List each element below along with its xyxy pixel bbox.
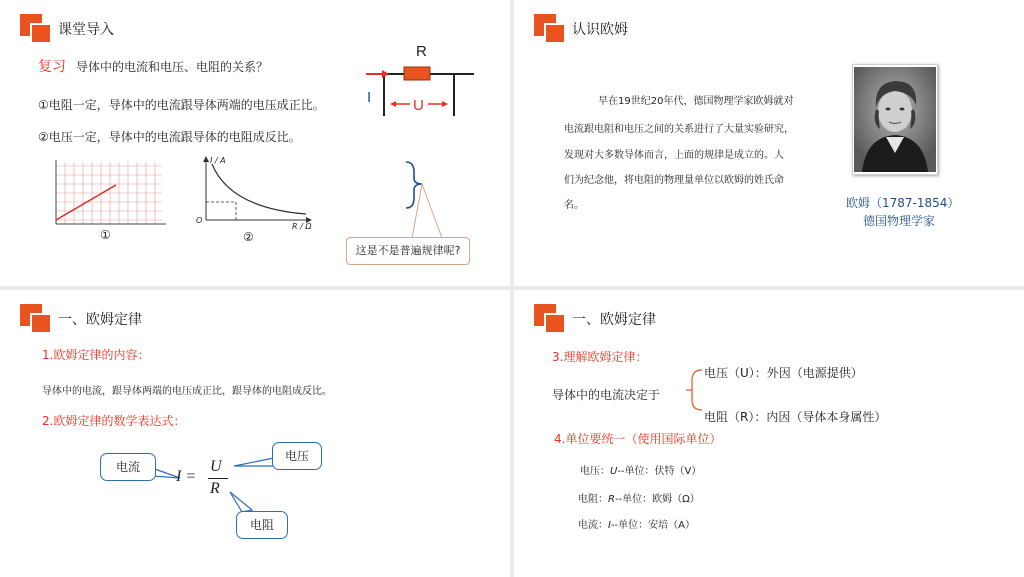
graph2-origin: O [196,216,203,225]
slide-title: 一、欧姆定律 [572,312,656,328]
heading-law-content: 1.欧姆定律的内容： [42,348,150,362]
heading-law-expression: 2.欧姆定律的数学表达式： [42,414,186,428]
paragraph-line-5: 名。 [564,200,584,211]
law-content-text: 导体中的电流，跟导体两端的电压成正比，跟导体的电阻成反比。 [42,386,332,397]
bracket-icon [682,366,706,414]
logo-squares-icon [534,14,566,44]
brace-pointer [400,158,450,244]
brace-icon [406,162,422,208]
heading-units: 4.单位要统一（使用国际单位） [554,432,722,446]
resistor-label: R [416,43,427,60]
slide-title: 一、欧姆定律 [58,312,142,328]
fraction-bar [208,478,228,479]
unit-current: 电流：I--单位：安培（A） [578,520,696,531]
graph2-ylabel: I / A [210,156,226,165]
unit-resistance: 电阻：R--单位：欧姆（Ω） [578,494,700,505]
formula-lhs: I = [176,468,197,485]
unit-voltage: 电压：U--单位：伏特（V） [580,466,702,477]
slide-title: 课堂导入 [58,22,114,38]
current-arrow-icon [382,70,389,78]
factor-resistance: 电阻（R）：内因（导体本身属性） [704,410,887,424]
portrait-caption-role: 德国物理学家 [863,214,936,228]
graph1-caption: ① [100,228,111,242]
logo-squares-icon [20,14,52,44]
slide-title: 认识欧姆 [572,22,628,38]
portrait-person-icon [854,67,936,172]
slide-understand-ohms-law [514,290,1024,577]
voltage-arrow-right-icon [442,101,448,107]
callout-resistance: 电阻 [236,511,288,539]
resistor-icon [404,67,430,80]
formula-denominator: R [210,480,220,497]
circuit-diagram [362,40,480,120]
paragraph-line-1: 早在19世纪20年代，德国物理学家欧姆就对 [598,96,794,107]
question-bubble: 这是不是普遍规律呢? [346,237,470,265]
inverse-curve [212,164,306,214]
graph2-caption: ② [243,230,254,244]
graph2-xlabel: R / Ω [292,222,312,231]
y-axis-arrow-icon [203,156,209,162]
review-question: 导体中的电流和电压、电阻的关系？ [76,60,269,74]
point-two: ②电压一定，导体中的电流跟导体的电阻成反比。 [38,130,301,144]
formula-numerator: U [210,458,222,475]
portrait-caption-name: 欧姆（1787-1854） [846,196,960,210]
slide-ohms-law-formula [0,290,510,577]
logo-squares-icon [534,304,566,334]
paragraph-line-2: 电流跟电阻和电压之间的关系进行了大量实验研究， [564,124,794,135]
current-label: I [367,89,372,106]
paragraph-line-3: 发现对大多数导体而言，上面的规律是成立的。人 [564,150,784,161]
paragraph-line-4: 们为纪念他，将电阻的物理量单位以欧姆的姓氏命 [564,175,784,186]
graph-resistance-current [190,156,320,232]
determined-by: 导体中的电流决定于 [552,388,661,402]
ohm-portrait [852,64,938,175]
voltage-label: U [413,97,424,114]
graph-voltage-current [48,158,170,230]
point-one: ①电阻一定，导体中的电流跟导体两端的电压成正比。 [38,98,325,112]
slide-classroom-intro [0,0,510,286]
logo-squares-icon [20,304,52,334]
heading-understand: 3.理解欧姆定律： [552,350,648,364]
callout-current: 电流 [100,453,156,481]
factor-voltage: 电压（U）：外因（电源提供） [704,366,863,380]
slide-meet-ohm [514,0,1024,286]
callout-voltage: 电压 [272,442,322,470]
voltage-arrow-left-icon [390,101,396,107]
review-tag: 复习 [38,59,66,75]
